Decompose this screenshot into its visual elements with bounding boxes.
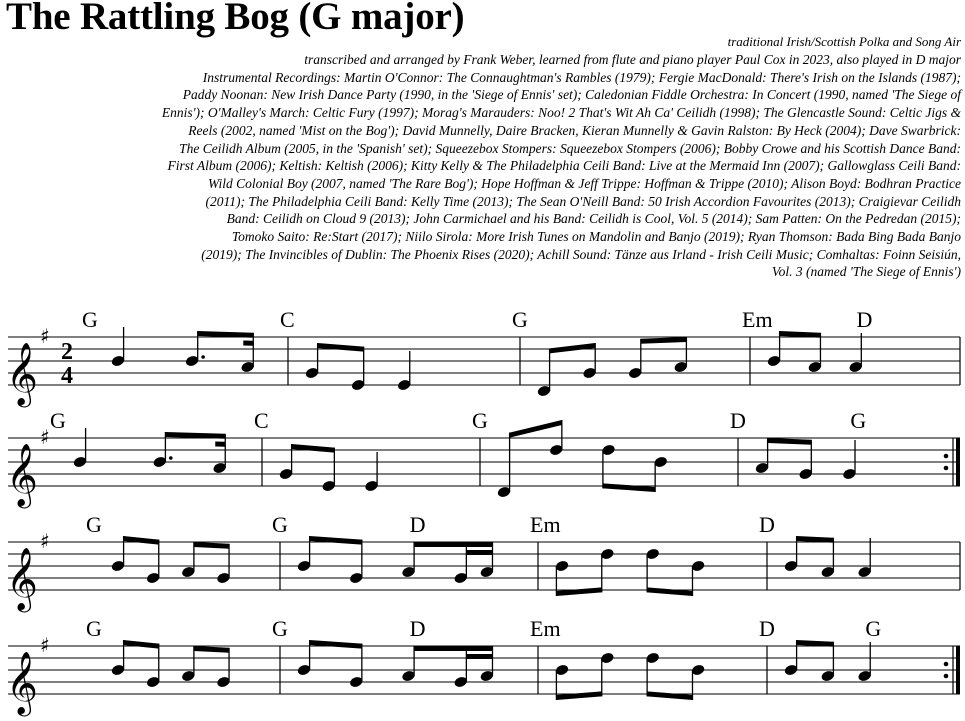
- beam: [124, 640, 159, 649]
- credit-line: Vol. 3 (named 'The Siege of Ennis'): [771, 264, 961, 280]
- beam: [414, 542, 492, 547]
- sharp-icon: ♯: [40, 633, 50, 657]
- chord-symbol: D: [856, 307, 873, 332]
- chord-symbol: G: [850, 408, 867, 433]
- chord-symbol: G: [272, 512, 288, 537]
- tune-subtitle: traditional Irish/Scottish Polka and Song Air: [727, 34, 961, 49]
- repeat-dot: [944, 674, 949, 679]
- chord-symbol: D: [759, 512, 775, 537]
- chord-symbol: D: [409, 616, 426, 641]
- chord-symbol: G: [472, 408, 488, 433]
- treble-clef-icon: 𝄞: [6, 547, 38, 610]
- credit-line: Tomoko Saito: Re:Start (2017); Niilo Sirola: More Irish Tunes on Mandolin and Banjo (2019); Ryan Thomson: Bada Bing Bada Banjo: [231, 229, 961, 245]
- beam: [292, 444, 335, 453]
- augmentation-dot: [169, 456, 173, 460]
- chord-symbol: G: [82, 307, 98, 332]
- beam: [243, 340, 253, 345]
- chord-symbol: D: [759, 616, 775, 641]
- beam: [556, 587, 601, 596]
- chord-symbol: D: [409, 512, 426, 537]
- credit-line: Wild Colonial Boy (2007, named 'The Rare Bog'); Hope Hoffman & Jeff Trippe: Hoffman & Trippe (2010); Alison Boyd: Bodhran Practice: [207, 175, 961, 191]
- sharp-icon: ♯: [40, 425, 50, 449]
- chord-symbol: G: [512, 307, 528, 332]
- beam: [318, 343, 364, 352]
- chord-symbol: Em: [530, 512, 561, 537]
- sharp-icon: ♯: [40, 529, 50, 553]
- beam: [647, 587, 692, 596]
- beam: [603, 483, 655, 492]
- staff-system: [6, 616, 960, 717]
- final-barline: [956, 646, 960, 694]
- augmentation-dot: [201, 355, 205, 359]
- beam: [768, 438, 812, 445]
- credit-line: Band: Ceilidh on Cloud 9 (2013); John Carmichael and his Band: Ceilidh is Cool, Vol. 5 (2014); Sam Patten: On the Pedredan (2015);: [226, 211, 961, 227]
- beam: [466, 550, 492, 555]
- chord-symbol: Em: [530, 616, 561, 641]
- credit-line: The Ceilidh Album (2005, in the 'Spanish' set); Squeezebox Stompers: Squeezebox Stompers (2006); Bobby Crowe and his Scottish Dance Band:: [179, 140, 961, 156]
- credit-line: (2019); The Invincibles of Dublin: The Phoenix Rises (2020); Achill Sound: Tänze aus Irland - Irish Ceili Music; Comhaltas: Foinn Seisiún,: [201, 246, 961, 262]
- beam: [194, 542, 229, 549]
- beam: [466, 654, 492, 659]
- beam: [194, 646, 229, 653]
- final-barline: [956, 438, 960, 486]
- chord-symbol: G: [86, 616, 102, 641]
- treble-clef-icon: 𝄞: [6, 651, 38, 714]
- beam: [550, 343, 596, 353]
- chord-symbol: G: [272, 616, 288, 641]
- chord-symbol: D: [730, 408, 746, 433]
- chord-symbol: Em: [742, 307, 773, 332]
- beam: [641, 337, 687, 344]
- credit-line: Ennis'); O'Malley's March: Celtic Fury (1997); Morag's Marauders: Noo! 2 That's Wit Ah Ca' Ceilidh (1998); The Glencastle Sound: Celtic Jigs &: [161, 105, 961, 121]
- chord-symbol: G: [86, 512, 102, 537]
- credit-line: Instrumental Recordings: Martin O'Connor: The Connaughtman's Rambles (1979); Fergie MacDonald: There's Irish on the Islands (1987);: [202, 69, 961, 85]
- staff-system: [6, 512, 960, 613]
- staff-system: [6, 408, 960, 509]
- beam: [414, 646, 492, 651]
- chord-symbol: C: [280, 307, 295, 332]
- treble-clef-icon: 𝄞: [6, 342, 38, 405]
- credit-line: Paddy Noonan: New Irish Dance Party (1990, in the 'Siege of Ennis' set); Caledonian Fiddle Orchestra: In Concert (1990, named 'The Siege of: [182, 87, 961, 103]
- sharp-icon: ♯: [40, 324, 50, 348]
- credit-line: Reels (2002, named 'Mist on the Bog'); David Munnelly, Daire Bracken, Kieran Munnelly & Gavin Ralston: By Heck (2004); Dave Swarbrick:: [188, 122, 961, 138]
- chord-symbol: C: [254, 408, 269, 433]
- repeat-dot: [944, 466, 949, 471]
- chord-symbol: G: [50, 408, 66, 433]
- credit-line: First Album (2006); Keltish: Keltish (2006); Kitty Kelly & The Philadelphia Ceili Band: Live at the Mermaid Inn (2007); Gallowglass Ceili Band:: [167, 158, 961, 174]
- beam: [556, 691, 601, 700]
- beam: [310, 536, 362, 545]
- time-signature-numerator: 2: [61, 339, 73, 365]
- beam: [510, 420, 562, 438]
- beam: [124, 536, 159, 545]
- treble-clef-icon: 𝄞: [6, 443, 38, 506]
- staff-system: [6, 307, 960, 408]
- repeat-dot: [944, 454, 949, 459]
- credit-line: (2011); The Philadelphia Ceili Band: Kelly Time (2013); The Sean O'Neill Band: 50 Irish Accordion Favourites (2013); Craigievar Ceilidh: [205, 193, 961, 209]
- time-signature-denominator: 4: [61, 363, 73, 389]
- beam: [310, 640, 362, 649]
- credit-line: transcribed and arranged by Frank Weber, learned from flute and piano player Paul Cox in 2023, also played in D major: [304, 52, 961, 67]
- repeat-dot: [944, 662, 949, 667]
- beam: [215, 441, 225, 446]
- tune-title: The Rattling Bog (G major): [6, 0, 465, 38]
- beam: [647, 691, 692, 700]
- chord-symbol: G: [865, 616, 882, 641]
